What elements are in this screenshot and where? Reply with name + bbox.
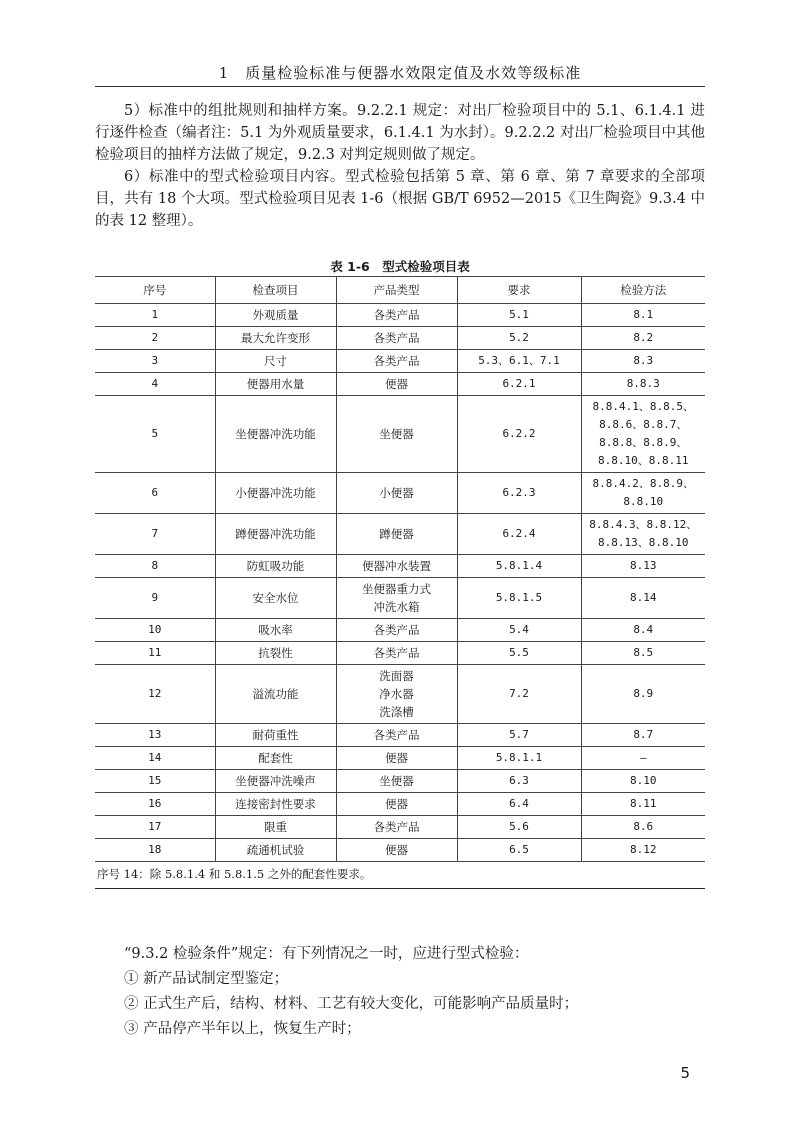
table-row [95, 304, 705, 327]
cell-item: 最大允许变形 [215, 327, 336, 350]
cell-type [336, 578, 457, 619]
cell-type [336, 396, 457, 473]
cell-no: 4 [95, 373, 215, 396]
header-requirement: 要求 [457, 277, 581, 304]
cell-no: 5 [95, 396, 215, 473]
cell-requirement: 5.2 [457, 327, 581, 350]
header-method: 检验方法 [581, 277, 705, 304]
cell-method [581, 304, 705, 327]
cell-no: 10 [95, 619, 215, 642]
cell-method-line: 8.4 [633, 623, 654, 636]
cell-method-line: 8.8.3 [626, 377, 660, 390]
cell-no: 12 [95, 665, 215, 724]
paragraph-condition-1: ① 新产品试制定型鉴定； [124, 971, 289, 987]
cell-requirement: 6.2.4 [457, 514, 581, 555]
paragraph-type-inspection: 6）标准中的型式检验项目内容。型式检验包括第 5 章、第 6 章、第 7 章要求的全部项目，共有 18 个大项。型式检验项目见表 1-6（根据 GB/T 6952—2015《卫生陶瓷》9.3.4 中的表 12 整理）。 [95, 169, 705, 229]
cell-method [581, 816, 705, 839]
cell-item: 耐荷重性 [215, 724, 336, 747]
cell-item: 配套性 [215, 747, 336, 770]
cell-type-line: 坐便器重力式 [362, 582, 431, 596]
cell-method-line: 8.8.13、8.8.10 [598, 536, 689, 549]
table-row [95, 396, 705, 473]
cell-method-line: 8.8.10、8.8.11 [598, 454, 689, 467]
table-row [95, 514, 705, 555]
cell-requirement: 6.2.2 [457, 396, 581, 473]
after-text [95, 942, 705, 1042]
cell-method [581, 327, 705, 350]
cell-method-line: 8.8.10 [623, 495, 664, 508]
cell-requirement: 5.5 [457, 642, 581, 665]
cell-requirement: 5.1 [457, 304, 581, 327]
cell-no: 16 [95, 793, 215, 816]
cell-type-line: 各类产品 [373, 623, 420, 637]
cell-type-line: 各类产品 [373, 646, 420, 660]
cell-method-line: 8.8.4.1、8.8.5、 [592, 400, 694, 413]
cell-method-line: 8.13 [630, 559, 657, 572]
cell-item: 吸水率 [215, 619, 336, 642]
cell-no: 11 [95, 642, 215, 665]
cell-requirement: 5.7 [457, 724, 581, 747]
inspection-table-wrap [95, 276, 705, 889]
table-row [95, 839, 705, 862]
cell-requirement: 6.3 [457, 770, 581, 793]
cell-requirement: 5.6 [457, 816, 581, 839]
cell-no: 9 [95, 578, 215, 619]
cell-requirement: 5.8.1.4 [457, 555, 581, 578]
cell-requirement: 5.4 [457, 619, 581, 642]
cell-type-line: 便器 [385, 797, 408, 811]
cell-requirement: 5.8.1.1 [457, 747, 581, 770]
cell-method-line: 8.6 [633, 820, 654, 833]
cell-no: 13 [95, 724, 215, 747]
cell-no: 18 [95, 839, 215, 862]
table-header-row [95, 277, 705, 304]
cell-method [581, 350, 705, 373]
cell-method-line: 8.8.6、8.8.7、 [599, 418, 688, 431]
table-row [95, 770, 705, 793]
cell-method-line: 8.9 [633, 687, 654, 700]
table-row [95, 724, 705, 747]
cell-method-line: 8.2 [633, 331, 654, 344]
cell-item: 小便器冲洗功能 [215, 473, 336, 514]
cell-type [336, 350, 457, 373]
cell-type [336, 816, 457, 839]
cell-method-line: 8.12 [630, 843, 657, 856]
cell-method [581, 578, 705, 619]
cell-item: 限重 [215, 816, 336, 839]
table-row [95, 473, 705, 514]
cell-no: 6 [95, 473, 215, 514]
cell-method [581, 619, 705, 642]
cell-requirement: 7.2 [457, 665, 581, 724]
cell-item: 坐便器冲洗功能 [215, 396, 336, 473]
cell-type-line: 便器 [385, 751, 408, 765]
cell-method [581, 555, 705, 578]
cell-method-line: 8.11 [630, 797, 657, 810]
cell-method [581, 770, 705, 793]
cell-type-line: 各类产品 [373, 354, 420, 368]
cell-type-line: 各类产品 [373, 308, 420, 322]
cell-method-line: 8.8.8、8.8.9、 [599, 436, 688, 449]
cell-item: 防虹吸功能 [215, 555, 336, 578]
table-row [95, 350, 705, 373]
cell-type [336, 642, 457, 665]
cell-method-line: 8.5 [633, 646, 654, 659]
cell-item: 疏通机试验 [215, 839, 336, 862]
table-row [95, 578, 705, 619]
cell-type-line: 洗涤槽 [379, 705, 414, 719]
cell-method-line: 8.10 [630, 774, 657, 787]
cell-method-line: 8.3 [633, 354, 654, 367]
header-no: 序号 [95, 277, 215, 304]
cell-method-line: 8.1 [633, 308, 654, 321]
cell-method [581, 373, 705, 396]
cell-requirement: 5.3、6.1、7.1 [457, 350, 581, 373]
cell-no: 3 [95, 350, 215, 373]
cell-type-line: 各类产品 [373, 820, 420, 834]
cell-method-line: 8.14 [630, 591, 657, 604]
cell-type [336, 473, 457, 514]
cell-method [581, 793, 705, 816]
cell-type [336, 747, 457, 770]
cell-type-line: 蹲便器 [379, 527, 414, 541]
table-row [95, 747, 705, 770]
cell-type [336, 665, 457, 724]
cell-requirement: 6.4 [457, 793, 581, 816]
cell-type-line: 坐便器 [379, 774, 414, 788]
cell-no: 8 [95, 555, 215, 578]
cell-item: 尺寸 [215, 350, 336, 373]
cell-requirement: 6.2.1 [457, 373, 581, 396]
cell-type [336, 619, 457, 642]
paragraph-conditions: “9.3.2 检验条件”规定：有下列情况之一时，应进行型式检验： [124, 946, 529, 962]
table-note: 序号 14：除 5.8.1.4 和 5.8.1.5 之外的配套性要求。 [95, 862, 705, 889]
table-row [95, 373, 705, 396]
cell-method [581, 642, 705, 665]
cell-item: 外观质量 [215, 304, 336, 327]
cell-type [336, 839, 457, 862]
paragraph-condition-2: ② 正式生产后，结构、材料、工艺有较大变化，可能影响产品质量时； [124, 996, 579, 1012]
cell-no: 2 [95, 327, 215, 350]
table-row [95, 642, 705, 665]
cell-method [581, 514, 705, 555]
cell-no: 15 [95, 770, 215, 793]
cell-method [581, 473, 705, 514]
cell-item: 溢流功能 [215, 665, 336, 724]
cell-type-line: 便器 [385, 377, 408, 391]
cell-type-line: 冲洗水箱 [373, 600, 420, 614]
header-rule [95, 86, 705, 87]
cell-no: 1 [95, 304, 215, 327]
table-body [95, 304, 705, 862]
cell-type [336, 373, 457, 396]
cell-type [336, 770, 457, 793]
cell-method-line: 8.7 [633, 728, 654, 741]
table-caption: 表 1-6 型式检验项目表 [330, 259, 470, 274]
cell-item: 抗裂性 [215, 642, 336, 665]
table-row [95, 665, 705, 724]
cell-no: 7 [95, 514, 215, 555]
cell-type [336, 304, 457, 327]
cell-type-line: 各类产品 [373, 331, 420, 345]
inspection-table [95, 276, 705, 862]
cell-item: 坐便器冲洗噪声 [215, 770, 336, 793]
cell-type-line: 小便器 [379, 486, 414, 500]
cell-method-line: 8.8.4.2、8.8.9、 [592, 477, 694, 490]
cell-type [336, 514, 457, 555]
cell-method [581, 396, 705, 473]
cell-type-line: 各类产品 [373, 728, 420, 742]
cell-requirement: 5.8.1.5 [457, 578, 581, 619]
cell-type-line: 坐便器 [379, 427, 414, 441]
cell-type-line: 便器 [385, 843, 408, 857]
cell-type-line: 净水器 [379, 687, 414, 701]
paragraph-sampling: 5）标准中的组批规则和抽样方案。9.2.2.1 规定：对出厂检验项目中的 5.1、6.1.4.1 进行逐件检查（编者注：5.1 为外观质量要求，6.1.4.1 为水封）。9.2.2.2 对出厂检验项目中其他检验项目的抽样方法做了规定，9.2.3 对判定规则做了规定。 [95, 103, 705, 163]
page-number: 5 [680, 1064, 690, 1082]
cell-method [581, 839, 705, 862]
table-row [95, 619, 705, 642]
cell-item: 便器用水量 [215, 373, 336, 396]
cell-type-line: 便器冲水装置 [362, 559, 431, 573]
cell-requirement: 6.2.3 [457, 473, 581, 514]
cell-item: 蹲便器冲洗功能 [215, 514, 336, 555]
cell-type [336, 555, 457, 578]
cell-type-line: 洗面器 [379, 669, 414, 683]
body-text [95, 100, 705, 232]
cell-requirement: 6.5 [457, 839, 581, 862]
table-row [95, 327, 705, 350]
cell-method [581, 724, 705, 747]
table-row [95, 555, 705, 578]
header-type: 产品类型 [336, 277, 457, 304]
cell-method-line: 8.8.4.3、8.8.12、 [589, 518, 698, 531]
cell-item: 安全水位 [215, 578, 336, 619]
paragraph-condition-3: ③ 产品停产半年以上，恢复生产时； [124, 1021, 361, 1037]
table-row [95, 816, 705, 839]
cell-no: 17 [95, 816, 215, 839]
cell-type [336, 724, 457, 747]
cell-no: 14 [95, 747, 215, 770]
table-row [95, 793, 705, 816]
cell-method [581, 747, 705, 770]
cell-type [336, 793, 457, 816]
cell-item: 连接密封性要求 [215, 793, 336, 816]
running-header: 1 质量检验标准与便器水效限定值及水效等级标准 [218, 64, 582, 82]
cell-type [336, 327, 457, 350]
header-item: 检查项目 [215, 277, 336, 304]
cell-method [581, 665, 705, 724]
cell-method-line: — [639, 751, 647, 764]
